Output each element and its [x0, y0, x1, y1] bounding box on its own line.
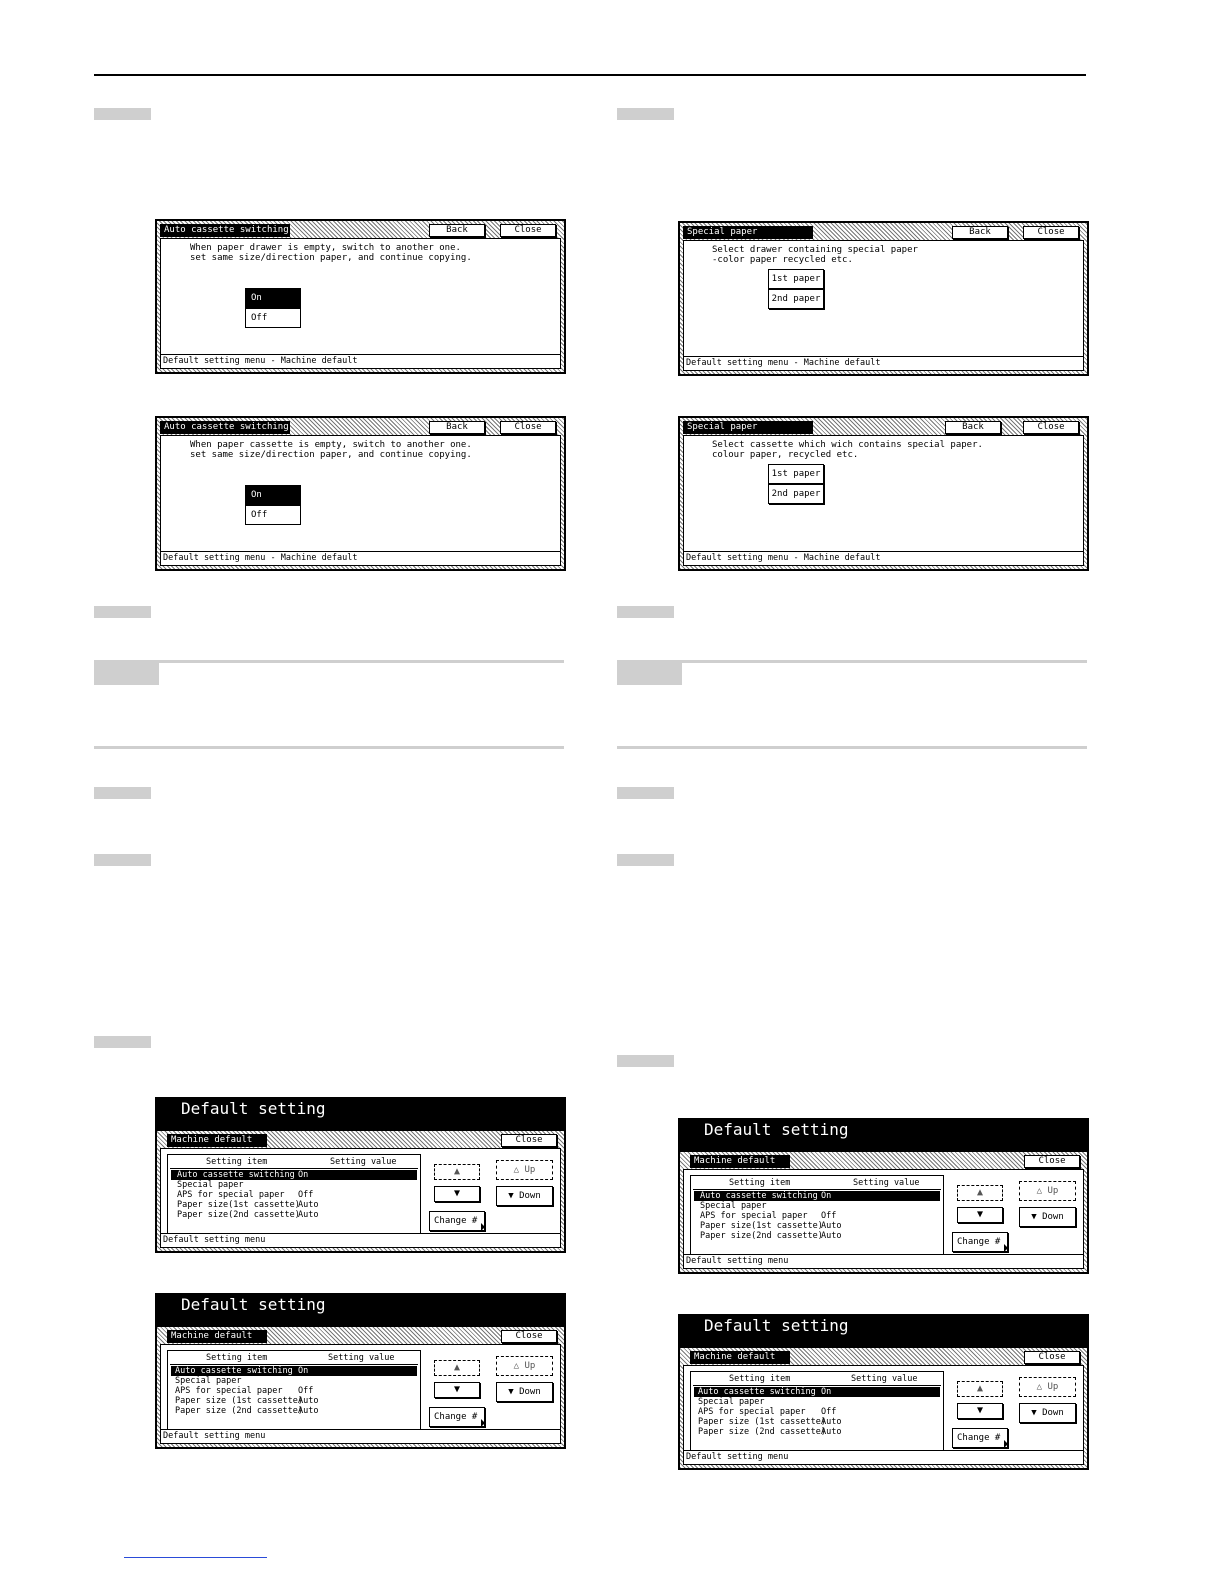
special-paper-screen: [678, 221, 1089, 376]
list-row[interactable]: Paper size(2nd cassette) Auto: [177, 1210, 319, 1220]
screen-body: [683, 435, 1084, 566]
close-button[interactable]: Close: [1024, 1351, 1080, 1364]
close-button[interactable]: Close: [501, 1134, 557, 1147]
message-line: colour paper, recycled etc.: [712, 450, 859, 460]
list-row[interactable]: Paper size(2nd cassette) Auto: [700, 1231, 842, 1241]
col-setting-value: Setting value: [851, 1374, 918, 1384]
first-paper-button[interactable]: 1st paper: [768, 269, 824, 289]
col-setting-value: Setting value: [328, 1353, 395, 1363]
top-rule: [94, 74, 1086, 76]
step-marker: [94, 787, 151, 799]
settings-list: [690, 1175, 944, 1258]
list-header: [170, 1157, 418, 1169]
special-paper-screen: [678, 416, 1089, 571]
list-row[interactable]: Special paper: [177, 1180, 244, 1190]
list-row[interactable]: Auto cassette switching On: [171, 1366, 417, 1376]
close-button[interactable]: Close: [1023, 226, 1079, 239]
settings-list: [167, 1350, 421, 1433]
list-row[interactable]: Paper size(1st cassette) Auto: [700, 1221, 842, 1231]
back-button[interactable]: Back: [429, 224, 485, 237]
step-marker: [94, 108, 151, 120]
note-rule-top: [94, 660, 564, 663]
step-marker: [617, 606, 674, 618]
scroll-down-arrow-icon[interactable]: ▼: [434, 1186, 480, 1202]
up-button[interactable]: △ Up: [496, 1160, 553, 1180]
default-setting-header: Default setting: [155, 1293, 566, 1325]
list-header: [170, 1353, 418, 1365]
screen-footer: Default setting menu - Machine default: [684, 356, 1083, 370]
screen-body: [683, 240, 1084, 371]
message-line: set same size/direction paper, and continue copying.: [190, 450, 472, 460]
auto-cassette-screen: [155, 219, 566, 374]
screen-body: [160, 1148, 561, 1248]
list-row[interactable]: Special paper: [698, 1397, 765, 1407]
scroll-down-arrow-icon[interactable]: ▼: [957, 1403, 1003, 1419]
back-button[interactable]: Back: [952, 226, 1008, 239]
close-button[interactable]: Close: [1023, 421, 1079, 434]
list-row[interactable]: Special paper: [700, 1201, 767, 1211]
down-button[interactable]: ▼ Down: [1019, 1403, 1076, 1423]
screen-title: Auto cassette switching: [160, 224, 290, 237]
step-marker: [617, 108, 674, 120]
note-rule-bottom: [617, 746, 1087, 749]
screen-footer: Default setting menu: [684, 1450, 1083, 1464]
list-row[interactable]: Auto cassette switching On: [694, 1387, 940, 1397]
step-marker: [94, 1036, 151, 1048]
back-button[interactable]: Back: [429, 421, 485, 434]
list-row[interactable]: Auto cassette switching On: [171, 1170, 417, 1180]
down-button[interactable]: ▼ Down: [1019, 1207, 1076, 1227]
up-button[interactable]: △ Up: [1019, 1181, 1076, 1201]
screen-body: [683, 1365, 1084, 1465]
screen-footer: Default setting menu - Machine default: [161, 354, 560, 368]
change-button[interactable]: Change #: [952, 1232, 1008, 1252]
note-tag: [617, 661, 682, 685]
up-button[interactable]: △ Up: [1019, 1377, 1076, 1397]
off-option[interactable]: Off: [245, 308, 301, 328]
message-line: set same size/direction paper, and continue copying.: [190, 253, 472, 263]
message-line: -color paper recycled etc.: [712, 255, 853, 265]
change-button[interactable]: Change #: [429, 1407, 485, 1427]
screen-body: [160, 1344, 561, 1444]
scroll-up-arrow-icon[interactable]: ▲: [957, 1185, 1003, 1201]
message-line: When paper cassette is empty, switch to another one.: [190, 440, 472, 450]
list-row[interactable]: Paper size(1st cassette) Auto: [177, 1200, 319, 1210]
col-setting-item: Setting item: [206, 1157, 268, 1167]
message-line: Select cassette which wich contains special paper.: [712, 440, 983, 450]
list-row[interactable]: APS for special paper Off: [175, 1386, 314, 1396]
list-row[interactable]: APS for special paper Off: [177, 1190, 314, 1200]
list-row[interactable]: Paper size (2nd cassette) Auto: [175, 1406, 319, 1416]
screen-title: Machine default: [167, 1330, 267, 1343]
step-marker: [94, 854, 151, 866]
screen-footer: Default setting menu: [684, 1254, 1083, 1268]
message-line: Select drawer containing special paper: [712, 245, 918, 255]
col-setting-value: Setting value: [853, 1178, 920, 1188]
screen-footer: Default setting menu - Machine default: [161, 551, 560, 565]
up-button[interactable]: △ Up: [496, 1356, 553, 1376]
step-marker: [617, 1055, 674, 1067]
screen-title: Special paper: [683, 421, 813, 434]
note-rule-top: [617, 660, 1087, 663]
first-paper-button[interactable]: 1st paper: [768, 464, 824, 484]
screen-title: Auto cassette switching: [160, 421, 290, 434]
col-setting-item: Setting item: [729, 1178, 791, 1188]
scroll-up-arrow-icon[interactable]: ▲: [434, 1360, 480, 1376]
scroll-down-arrow-icon[interactable]: ▼: [957, 1207, 1003, 1223]
back-button[interactable]: Back: [945, 421, 1001, 434]
step-marker: [94, 606, 151, 618]
settings-list: [690, 1371, 944, 1454]
list-row[interactable]: Paper size (2nd cassette) Auto: [698, 1427, 842, 1437]
list-row[interactable]: Paper size (1st cassette) Auto: [698, 1417, 842, 1427]
list-header: [693, 1178, 941, 1190]
screen-title: Special paper: [683, 226, 813, 239]
screen-body: [160, 435, 561, 566]
off-option[interactable]: Off: [245, 505, 301, 525]
change-button[interactable]: Change #: [429, 1211, 485, 1231]
col-setting-item: Setting item: [729, 1374, 791, 1384]
default-setting-header: Default setting: [678, 1314, 1089, 1346]
list-row[interactable]: Paper size (1st cassette) Auto: [175, 1396, 319, 1406]
screen-footer: Default setting menu: [161, 1233, 560, 1247]
down-button[interactable]: ▼ Down: [496, 1382, 553, 1402]
note-rule-bottom: [94, 746, 564, 749]
col-setting-value: Setting value: [330, 1157, 397, 1167]
close-button[interactable]: Close: [500, 224, 556, 237]
auto-cassette-screen: [155, 416, 566, 571]
bottom-link-rule: [124, 1557, 267, 1558]
list-row[interactable]: Auto cassette switching On: [694, 1191, 940, 1201]
screen-body: [683, 1169, 1084, 1269]
on-option[interactable]: On: [245, 288, 301, 308]
step-marker: [617, 787, 674, 799]
screen-footer: Default setting menu - Machine default: [684, 551, 1083, 565]
list-header: [693, 1374, 941, 1386]
down-button[interactable]: ▼ Down: [496, 1186, 553, 1206]
second-paper-button[interactable]: 2nd paper: [768, 289, 824, 309]
machine-default-screen: [155, 1325, 566, 1449]
change-button[interactable]: Change #: [952, 1428, 1008, 1448]
screen-footer: Default setting menu: [161, 1429, 560, 1443]
default-setting-header: Default setting: [155, 1097, 566, 1129]
on-option[interactable]: On: [245, 485, 301, 505]
second-paper-button[interactable]: 2nd paper: [768, 484, 824, 504]
message-line: When paper drawer is empty, switch to another one.: [190, 243, 461, 253]
col-setting-item: Setting item: [206, 1353, 268, 1363]
scroll-up-arrow-icon[interactable]: ▲: [957, 1381, 1003, 1397]
machine-default-screen: [678, 1150, 1089, 1274]
list-row[interactable]: APS for special paper Off: [698, 1407, 837, 1417]
screen-title: Machine default: [690, 1155, 790, 1168]
default-setting-header: Default setting: [678, 1118, 1089, 1150]
machine-default-screen: [155, 1129, 566, 1253]
screen-title: Machine default: [690, 1351, 790, 1364]
step-marker: [617, 854, 674, 866]
screen-title: Machine default: [167, 1134, 267, 1147]
list-row[interactable]: APS for special paper Off: [700, 1211, 837, 1221]
scroll-down-arrow-icon[interactable]: ▼: [434, 1382, 480, 1398]
note-tag: [94, 661, 159, 685]
close-button[interactable]: Close: [500, 421, 556, 434]
machine-default-screen: [678, 1346, 1089, 1470]
screen-body: [160, 238, 561, 369]
close-button[interactable]: Close: [1024, 1155, 1080, 1168]
scroll-up-arrow-icon[interactable]: ▲: [434, 1164, 480, 1180]
list-row[interactable]: Special paper: [175, 1376, 242, 1386]
close-button[interactable]: Close: [501, 1330, 557, 1343]
settings-list: [167, 1154, 421, 1237]
